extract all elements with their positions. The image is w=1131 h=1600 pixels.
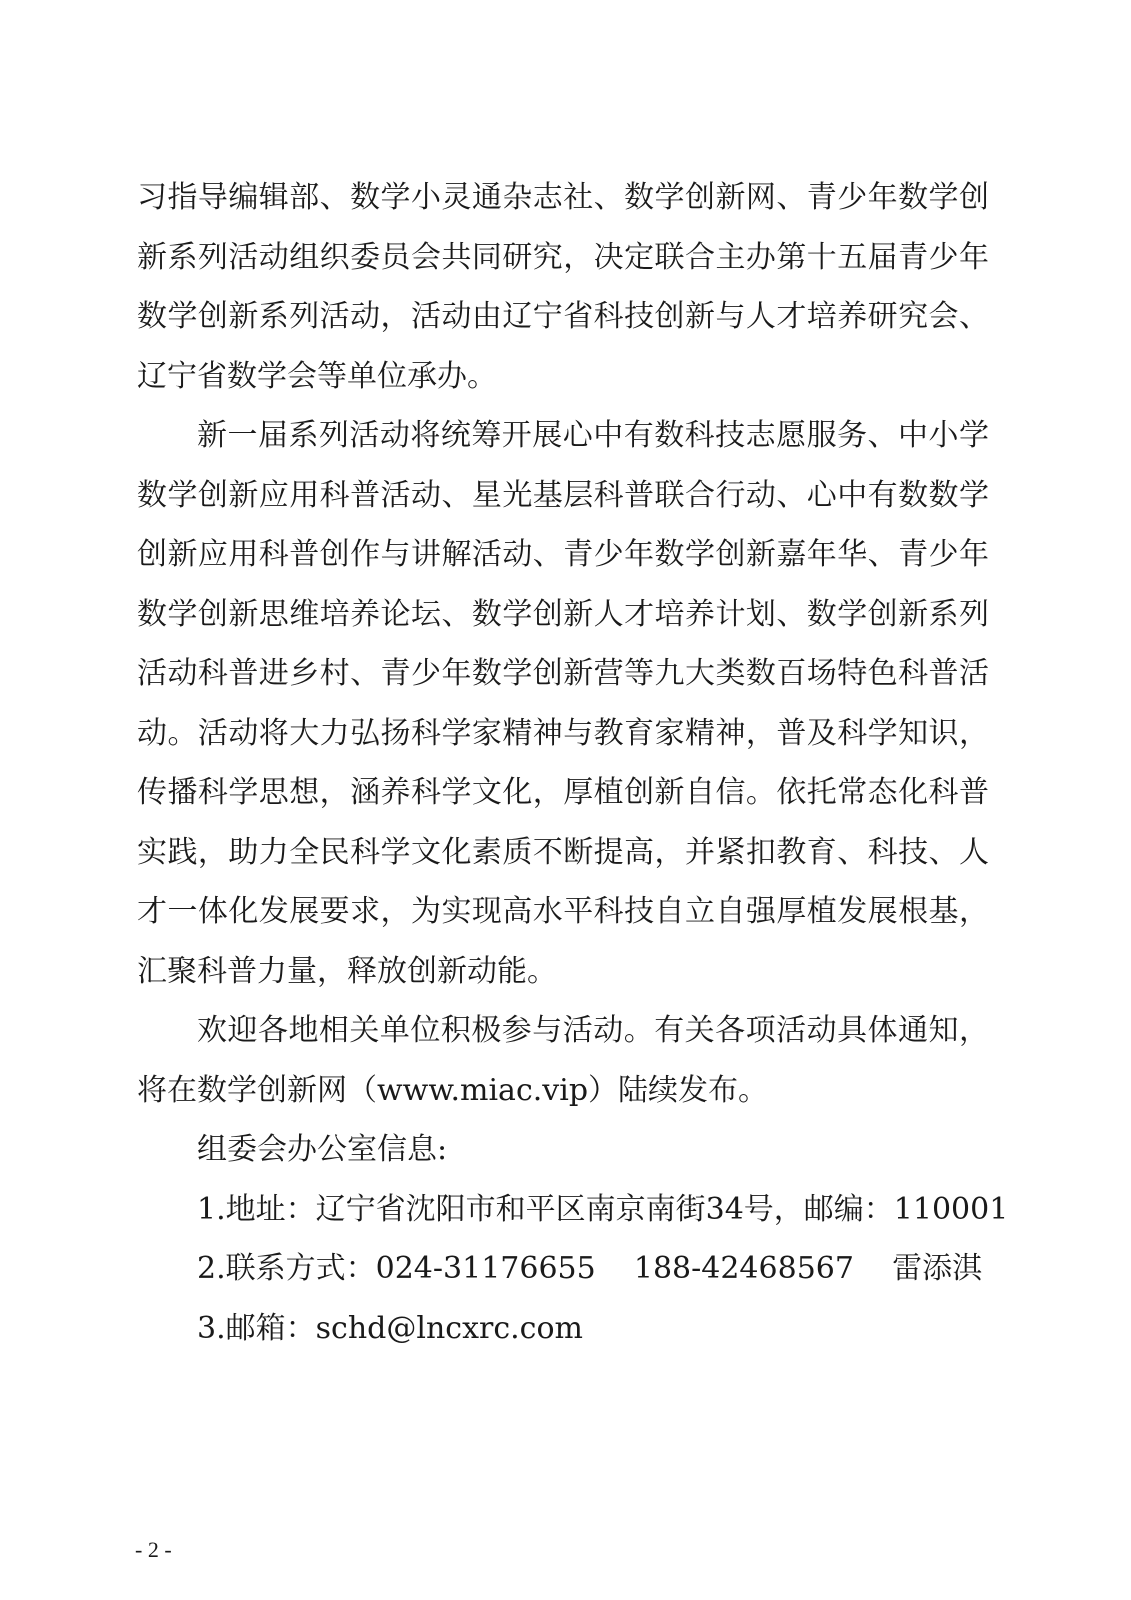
document-body (137, 168, 1009, 1358)
office-address: 1.地址：辽宁省沈阳市和平区南京南街34号，邮编：110001 (197, 1191, 1009, 1227)
office-contact: 2.联系方式：024-31176655 188-42468567 雷添淇 (197, 1251, 983, 1286)
office-info-heading: 组委会办公室信息: (197, 1132, 448, 1167)
paragraph-welcome: 欢迎各地相关单位积极参与活动。有关各项活动具体通知，将在数学创新网（www.miac.vip）陆续发布。 (137, 1013, 989, 1108)
office-email: 3.邮箱：schd@lncxrc.com (197, 1310, 583, 1346)
paragraph-intro-continued: 习指导编辑部、数学小灵通杂志社、数学创新网、青少年数学创新系列活动组织委员会共同研究，决定联合主办第十五届青少年数学创新系列活动，活动由辽宁省科技创新与人才培养研究会、辽宁省数学会等单位承办。 (137, 180, 989, 394)
page-number: - 2 - (135, 1537, 172, 1562)
paragraph-activities: 新一届系列活动将统筹开展心中有数科技志愿服务、中小学数学创新应用科普活动、星光基层科普联合行动、心中有数数学创新应用科普创作与讲解活动、青少年数学创新嘉年华、青少年数学创新思维培养论坛、数学创新人才培养计划、数学创新系列活动科普进乡村、青少年数学创新营等九大类数百场特色科普活动。活动将大力弘扬科学家精神与教育家精神，普及科学知识，传播科学思想，涵养科学文化，厚植创新自信。依托常态化科普实践，助力全民科学文化素质不断提高，并紧扣教育、科技、人才一体化发展要求，为实现高水平科技自立自强厚植发展根基，汇聚科普力量，释放创新动能。 (137, 418, 989, 989)
